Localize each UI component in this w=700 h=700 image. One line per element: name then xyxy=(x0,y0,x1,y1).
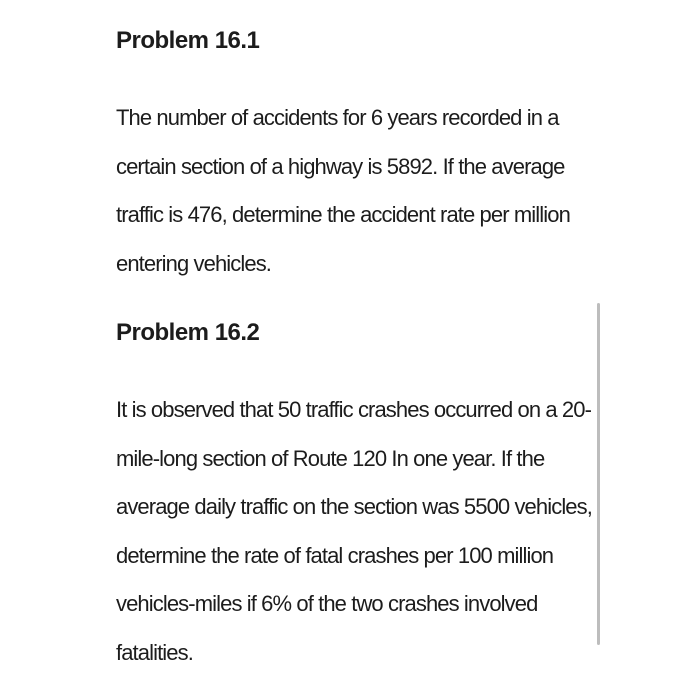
problem-16-1-title: Problem 16.1 xyxy=(116,27,260,54)
text-line: certain section of a highway is 5892. If the average xyxy=(116,153,565,179)
problem-16-2-text xyxy=(116,386,592,677)
problem-16-1-text xyxy=(116,94,570,288)
text-line: mile-long section of Route 120 In one year. If the xyxy=(116,445,545,471)
text-line: It is observed that 50 traffic crashes occurred on a 20- xyxy=(116,397,592,422)
text-line: The number of accidents for 6 years recorded in a xyxy=(116,105,559,130)
text-line: determine the rate of fatal crashes per 100 million xyxy=(116,542,554,568)
text-line: vehicles-miles if 6% of the two crashes involved xyxy=(116,591,538,616)
text-line: average daily traffic on the section was 5500 vehicles, xyxy=(116,494,592,519)
vertical-scrollbar[interactable] xyxy=(597,303,600,645)
text-line: entering vehicles. xyxy=(116,250,272,276)
problem-16-2-title: Problem 16.2 xyxy=(116,319,260,346)
text-line: traffic is 476, determine the accident rate per million xyxy=(116,202,570,227)
text-line: fatalities. xyxy=(116,639,193,665)
